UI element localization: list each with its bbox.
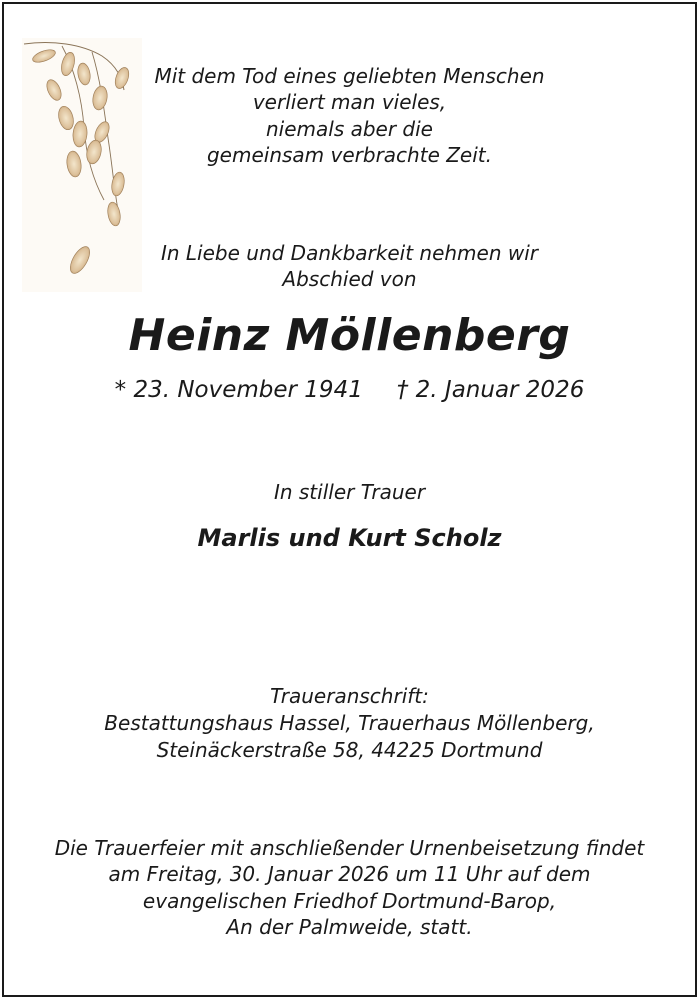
poem-line-1: Mit dem Tod eines geliebten Menschen xyxy=(154,64,545,88)
ceremony-line-1: Die Trauerfeier mit anschließender Urnenbeisetzung findet xyxy=(54,836,645,860)
address-label: Traueranschrift: xyxy=(270,684,429,708)
obituary-card xyxy=(2,2,697,997)
deceased-name: Heinz Möllenberg xyxy=(128,310,571,361)
poem-line-4: gemeinsam verbrachte Zeit. xyxy=(206,143,492,167)
mourning-heading: In stiller Trauer xyxy=(273,480,426,504)
intro-line-1: In Liebe und Dankbarkeit nehmen wir xyxy=(160,241,539,265)
intro-line-2: Abschied von xyxy=(282,267,417,291)
ceremony-line-3: evangelischen Friedhof Dortmund-Barop, xyxy=(142,889,557,913)
death-date: † 2. Januar 2026 xyxy=(396,377,585,403)
ceremony-line-2: am Freitag, 30. Januar 2026 um 11 Uhr auf dem xyxy=(108,862,591,886)
mourners-names: Marlis und Kurt Scholz xyxy=(197,524,502,552)
address-line-1: Bestattungshaus Hassel, Trauerhaus Möllenberg, xyxy=(104,711,595,735)
ceremony-line-4: An der Palmweide, statt. xyxy=(226,915,473,939)
birth-date: * 23. November 1941 xyxy=(114,377,363,403)
address-line-2: Steinäckerstraße 58, 44225 Dortmund xyxy=(156,738,543,762)
poem-line-2: verliert man vieles, xyxy=(252,90,447,114)
poem-line-3: niemals aber die xyxy=(265,117,433,141)
life-dates xyxy=(4,376,695,404)
